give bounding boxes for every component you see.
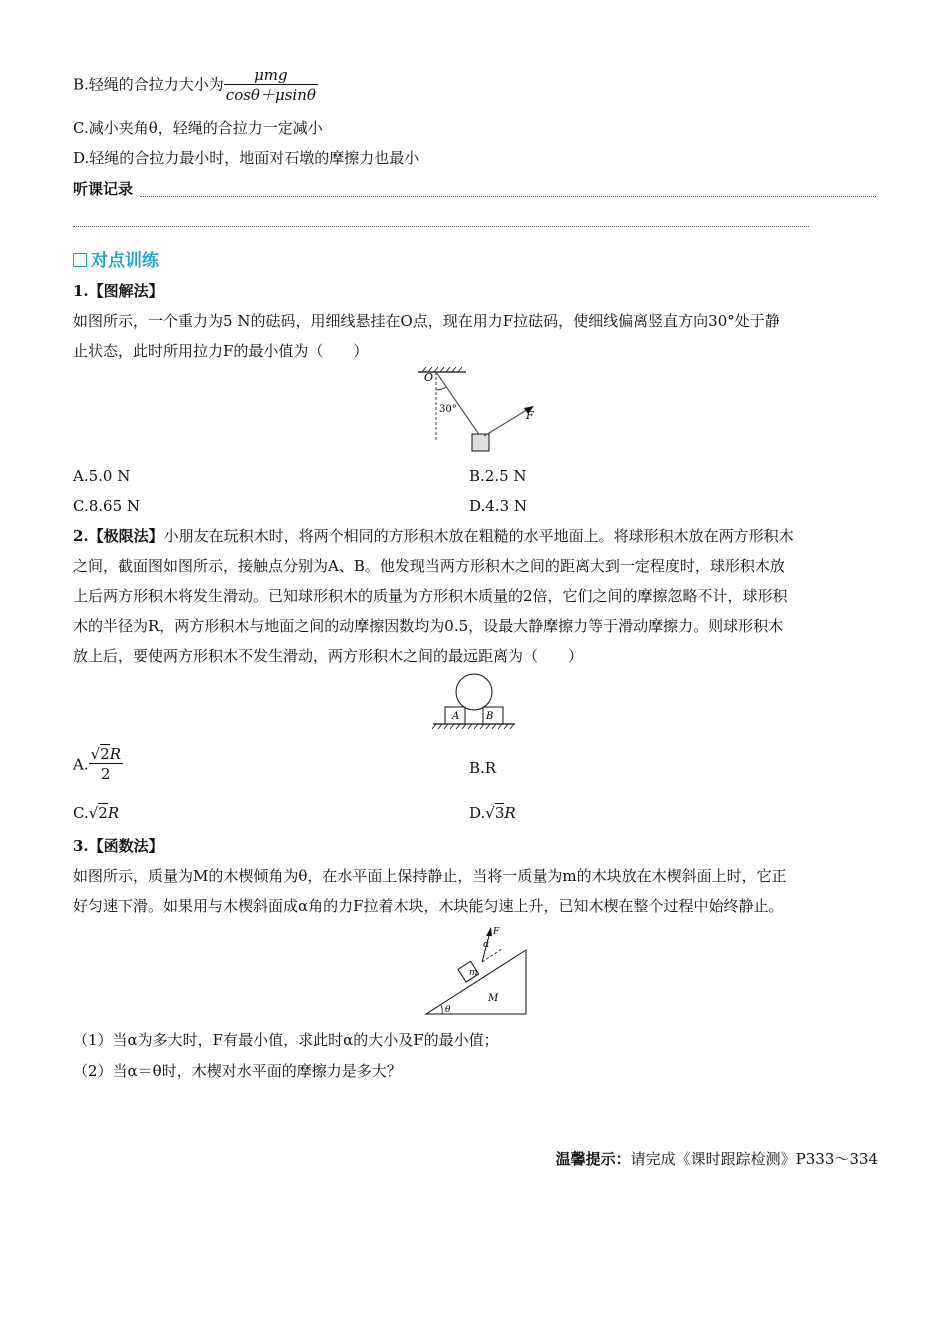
q2-line1-text: 小朋友在玩积木时，将两个相同的方形积木放在粗糙的水平地面上。将球形积木放在两方形积木 [163, 527, 794, 545]
q1-fig-label-f: F [526, 409, 534, 422]
q3-fig-label-big-m: M [488, 993, 499, 1004]
q3-fig-label-m: m [469, 968, 478, 978]
section-title: 对点训练 [73, 246, 159, 271]
q3-fig-label-theta: θ [445, 1005, 451, 1015]
q2-fig-label-a: A [452, 711, 460, 722]
footer-tip [556, 1149, 878, 1169]
q3-fig-label-f: F [493, 927, 500, 937]
q3-sub1: （1）当α为多大时，F有最小值，求此时α的大小及F的最小值； [73, 1031, 499, 1049]
q1-option-d: D.4.3 N [469, 497, 528, 515]
q1-option-b: B.2.5 N [469, 467, 527, 485]
q1-fig-label-angle: 30° [439, 404, 457, 415]
footer-tip-label: 温馨提示： [555, 1150, 631, 1168]
q3-figure [420, 924, 532, 1018]
q2-fig-label-b: B [486, 711, 494, 722]
q2-head: 2.【极限法】 [73, 527, 164, 545]
q3-line1: 如图所示，质量为M的木楔倾角为θ，在水平面上保持静止，当将一质量为m的木块放在木楔斜面上时，它正 [73, 867, 787, 885]
q1-line1: 如图所示，一个重力为5 N的砝码，用细线悬挂在O点，现在用力F拉砝码，使细线偏离竖直方向30°处于静 [73, 312, 780, 330]
q3-line2: 好匀速下滑。如果用与木楔斜面成α角的力F拉着木块，木块能匀速上升，已知木楔在整个过程中始终静止。 [73, 897, 784, 915]
checkbox-icon [73, 253, 87, 267]
q1-fig-label-o: O [424, 371, 434, 384]
q3-head: 3.【函数法】 [73, 837, 164, 855]
q2-figure [428, 670, 520, 734]
q1-head: 1.【图解法】 [73, 282, 164, 300]
option-b-fraction [224, 66, 318, 105]
q1-option-c: C.8.65 N [73, 497, 141, 515]
q2-line1 [73, 526, 794, 546]
footer-tip-text: 请完成《课时跟踪检测》P333～334 [630, 1150, 878, 1168]
q2-option-a-fraction: $\frac{√2R}{2}$ [90, 745, 122, 783]
option-c: C.减小夹角θ，轻绳的合拉力一定减小 [73, 119, 323, 137]
q2-line4: 木的半径为R，两方形积木与地面之间的动摩擦因数均为0.5，设最大静摩擦力等于滑动摩擦力。则球形积木 [73, 617, 784, 635]
notes-dotted-line-2 [73, 226, 809, 227]
q2-line5: 放上后，要使两方形积木不发生滑动，两方形积木之间的最远距离为（ ） [73, 647, 584, 665]
q2-option-b: B.R [469, 759, 497, 777]
notes-label: 听课记录 [73, 180, 134, 198]
option-b [73, 66, 318, 105]
q3-fig-label-alpha: α [483, 940, 490, 950]
q3-sub2: （2）当α＝θ时，木楔对水平面的摩擦力是多大？ [73, 1062, 402, 1080]
q2-option-c: C.√2R [73, 804, 120, 822]
notes-dotted-line-1 [140, 196, 876, 197]
q2-option-d: D.√3R [469, 804, 516, 822]
q2-option-a: A. $\frac{√2R}{2}$ [73, 745, 122, 783]
option-b-prefix: B.轻绳的合拉力大小为 [73, 75, 224, 94]
q1-option-a: A.5.0 N [73, 467, 131, 485]
fraction-denominator: cosθ＋μsinθ [225, 86, 316, 104]
fraction-numerator: μmg [224, 66, 318, 85]
q1-line2: 止状态，此时所用拉力F的最小值为（ ） [73, 342, 369, 360]
q1-figure [410, 366, 550, 460]
q2-line2: 之间，截面图如图所示，接触点分别为A、B。他发现当两方形积木之间的距离大到一定程度时，球形积木放 [73, 557, 785, 575]
option-d: D.轻绳的合拉力最小时，地面对石墩的摩擦力也最小 [73, 149, 420, 167]
q2-line3: 上后两方形积木将发生滑动。已知球形积木的质量为方形积木质量的2倍，它们之间的摩擦忽略不计，球形积 [73, 587, 788, 605]
